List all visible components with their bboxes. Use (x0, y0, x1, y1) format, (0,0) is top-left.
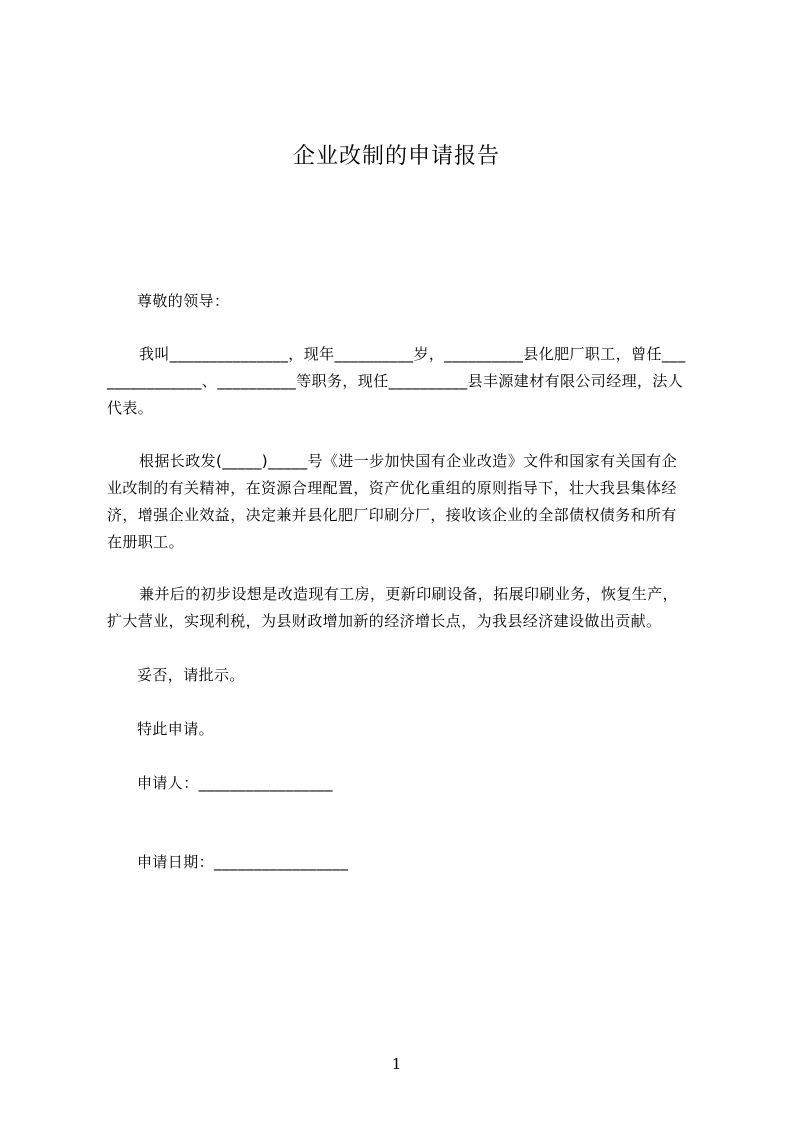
paragraph-2-line-4: 在册职工。 (107, 533, 185, 551)
paragraph-1-line-2: ____________、__________等职务，现任__________县丰源建材有限公司经理，法人 (107, 372, 684, 390)
paragraph-3-line-1: 兼并后的初步设想是改造现有工房，更新印刷设备，拓展印刷业务，恢复生产， (139, 585, 679, 603)
salutation: 尊敬的领导： (137, 292, 230, 310)
paragraph-1-line-1: 我叫_______________，现年__________岁，__________县化肥厂职工，曾任___ (139, 345, 686, 363)
paragraph-2-line-2: 业改制的有关精神，在资源合理配置，资产优化重组的原则指导下，壮大我县集体经 (107, 479, 677, 497)
paragraph-2-line-1: 根据长政发(_____)_____号《进一步加快国有企业改造》文件和国家有关国有企 (139, 452, 678, 470)
paragraph-1-line-3: 代表。 (107, 399, 154, 417)
applicant-line: 申请人：_________________ (137, 774, 333, 792)
page-number: 1 (391, 1055, 402, 1073)
document-title: 企业改制的申请报告 (292, 144, 500, 169)
closing-request: 妥否，请批示。 (137, 666, 245, 684)
closing-statement: 特此申请。 (137, 720, 215, 738)
paragraph-2-line-3: 济，增强企业效益，决定兼并县化肥厂印刷分厂，接收该企业的全部债权债务和所有 (107, 506, 677, 524)
paragraph-3-line-2: 扩大营业，实现利税，为县财政增加新的经济增长点，为我县经济建设做出贡献。 (107, 612, 662, 630)
application-date-line: 申请日期：_________________ (137, 853, 349, 871)
